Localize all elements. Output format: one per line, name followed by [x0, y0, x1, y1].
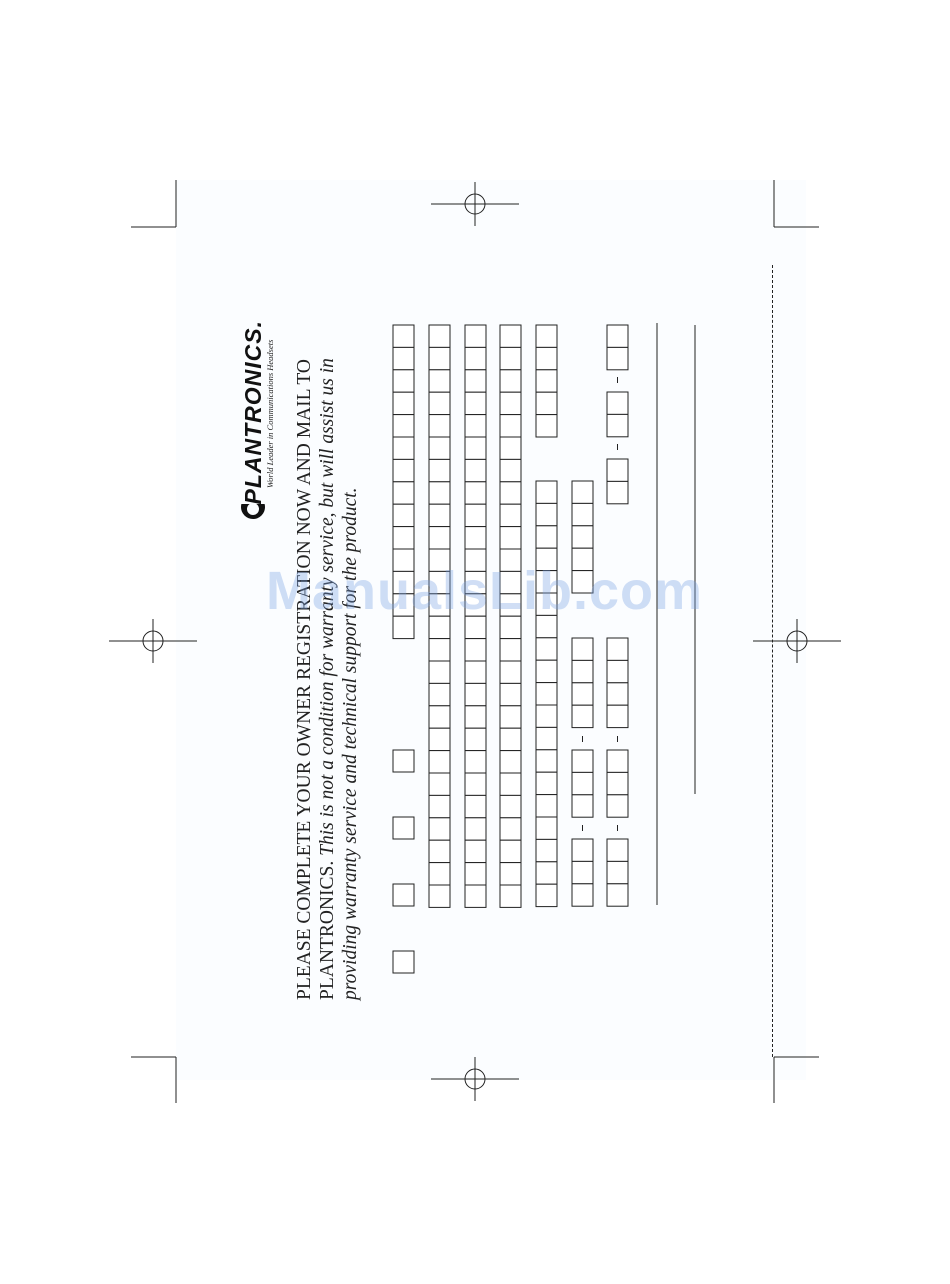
char-box: [536, 392, 557, 414]
char-box: [429, 728, 450, 750]
char-box: [607, 347, 628, 369]
char-box: [607, 638, 628, 660]
char-box: [429, 706, 450, 728]
char-box: [572, 683, 593, 705]
char-box: [429, 661, 450, 683]
char-box: [536, 683, 557, 705]
char-box: [572, 481, 593, 503]
char-box: [393, 437, 414, 459]
char-box: [500, 459, 521, 481]
char-box: [536, 727, 557, 749]
char-box: [607, 392, 628, 414]
plantronics-mark-icon: [240, 505, 266, 521]
char-box: [465, 683, 486, 705]
instruction-line-1: PLEASE COMPLETE YOUR OWNER REGISTRATION NOW AND MAIL TO: [294, 359, 315, 1000]
char-box: [429, 459, 450, 481]
watermark: ManualsLib.com: [266, 561, 704, 621]
char-box: [429, 437, 450, 459]
char-box: [429, 840, 450, 862]
char-box: [465, 840, 486, 862]
char-box: [429, 504, 450, 526]
char-box: [500, 751, 521, 773]
char-box: [465, 751, 486, 773]
char-box: [429, 773, 450, 795]
char-box: [500, 728, 521, 750]
instruction-line-3-italic: providing warranty service and technical support for the product.: [340, 487, 361, 1000]
char-box: [607, 884, 628, 906]
char-box: [393, 415, 414, 437]
char-box: [393, 482, 414, 504]
checkbox: [393, 951, 414, 973]
instruction-line-2: [316, 340, 339, 1000]
char-box: [465, 728, 486, 750]
char-box: [393, 459, 414, 481]
char-box: [500, 482, 521, 504]
char-box: [429, 415, 450, 437]
brand-name: PLANTRONICS.: [240, 320, 266, 505]
char-box: [465, 370, 486, 392]
char-box: [572, 526, 593, 548]
char-box: [572, 705, 593, 727]
char-box: [465, 482, 486, 504]
brand-tagline: World Leader in Communications Headsets: [265, 339, 275, 488]
char-box: [465, 706, 486, 728]
char-box: [465, 885, 486, 907]
char-box: [465, 504, 486, 526]
char-box: [536, 839, 557, 861]
char-box: [536, 503, 557, 525]
char-box: [536, 884, 557, 906]
char-box: [536, 705, 557, 727]
char-box: [607, 772, 628, 794]
char-box: [536, 772, 557, 794]
char-box: [465, 863, 486, 885]
char-box: [572, 660, 593, 682]
char-box: [607, 795, 628, 817]
char-box: [465, 437, 486, 459]
char-box: [572, 884, 593, 906]
char-box: [500, 325, 521, 347]
char-box: [500, 347, 521, 369]
char-box: [393, 392, 414, 414]
char-box: [607, 839, 628, 861]
char-box: [429, 863, 450, 885]
char-box: [393, 347, 414, 369]
char-box: [429, 325, 450, 347]
char-box: [536, 526, 557, 548]
char-box: [429, 751, 450, 773]
instruction-line-2-plain: PLANTRONICS.: [317, 860, 338, 1000]
form-boxes: [393, 325, 628, 973]
char-box: [607, 683, 628, 705]
char-box: [429, 885, 450, 907]
char-box: [500, 683, 521, 705]
char-box: [465, 459, 486, 481]
checkbox: [393, 817, 414, 839]
char-box: [572, 503, 593, 525]
char-box: [429, 818, 450, 840]
char-box: [607, 861, 628, 883]
char-box: [536, 660, 557, 682]
char-box: [536, 347, 557, 369]
char-box: [500, 392, 521, 414]
char-box: [500, 706, 521, 728]
char-box: [465, 527, 486, 549]
char-box: [429, 527, 450, 549]
char-box: [536, 415, 557, 437]
char-box: [465, 818, 486, 840]
char-box: [393, 504, 414, 526]
char-box: [429, 482, 450, 504]
char-box: [500, 885, 521, 907]
char-box: [500, 661, 521, 683]
char-box: [607, 481, 628, 503]
char-box: [536, 817, 557, 839]
char-box: [536, 481, 557, 503]
char-box: [429, 392, 450, 414]
char-box: [607, 459, 628, 481]
char-box: [572, 861, 593, 883]
char-box: [500, 370, 521, 392]
char-box: [500, 818, 521, 840]
char-box: [607, 750, 628, 772]
char-box: [465, 415, 486, 437]
char-box: [429, 683, 450, 705]
char-box: [500, 527, 521, 549]
char-box: [500, 639, 521, 661]
char-box: [429, 639, 450, 661]
char-box: [465, 347, 486, 369]
char-box: [465, 795, 486, 817]
registration-instructions: [293, 340, 362, 1000]
char-box: [393, 325, 414, 347]
char-box: [393, 370, 414, 392]
char-box: [607, 705, 628, 727]
char-box: [429, 370, 450, 392]
char-box: [536, 862, 557, 884]
char-box: [536, 370, 557, 392]
checkbox: [393, 884, 414, 906]
char-box: [536, 638, 557, 660]
char-box: [572, 750, 593, 772]
char-box: [572, 839, 593, 861]
char-box: [572, 795, 593, 817]
char-box: [500, 415, 521, 437]
char-box: [465, 639, 486, 661]
char-box: [393, 527, 414, 549]
char-box: [572, 772, 593, 794]
char-box: [465, 773, 486, 795]
char-box: [572, 638, 593, 660]
char-box: [607, 660, 628, 682]
char-box: [429, 347, 450, 369]
char-box: [500, 773, 521, 795]
char-box: [607, 414, 628, 436]
char-box: [500, 795, 521, 817]
char-box: [429, 795, 450, 817]
char-box: [607, 325, 628, 347]
char-box: [500, 863, 521, 885]
char-box: [500, 504, 521, 526]
char-box: [465, 661, 486, 683]
checkbox: [393, 750, 414, 772]
char-box: [536, 750, 557, 772]
char-box: [465, 392, 486, 414]
char-box: [536, 795, 557, 817]
instruction-line-2-italic: This is not a condition for warranty service, but will assist us in: [317, 358, 338, 861]
char-box: [465, 325, 486, 347]
char-box: [536, 325, 557, 347]
char-box: [500, 437, 521, 459]
plantronics-logo: [240, 320, 275, 520]
char-box: [500, 840, 521, 862]
